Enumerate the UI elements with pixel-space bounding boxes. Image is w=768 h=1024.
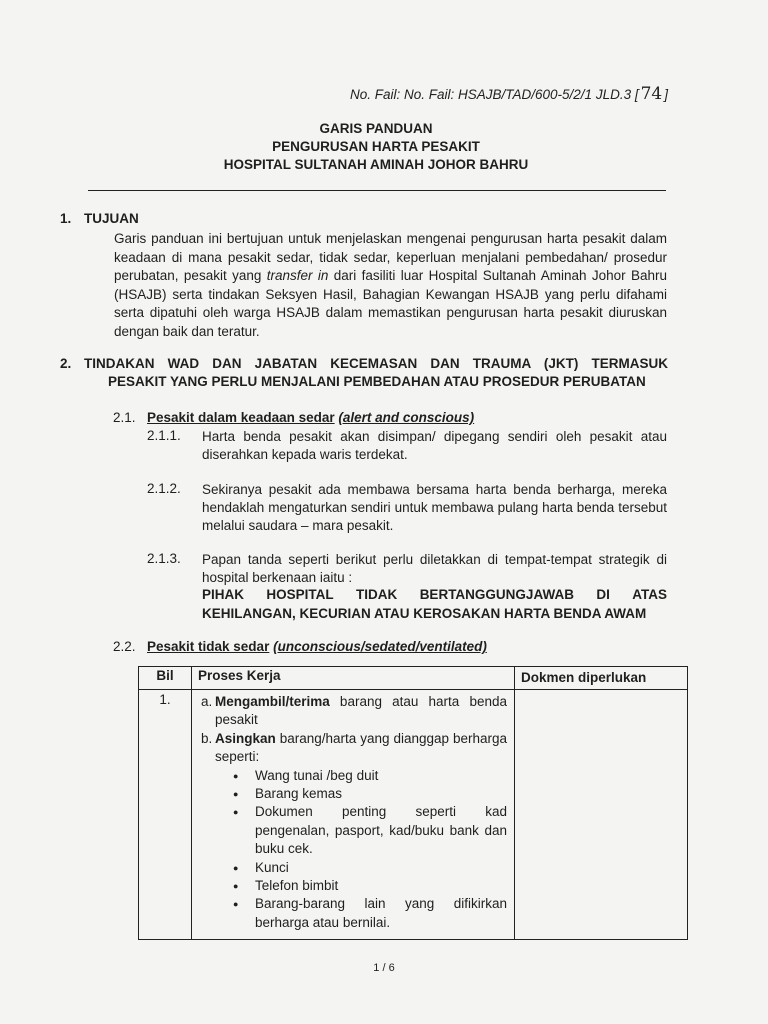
row-bil: 1.: [139, 690, 192, 940]
row-proses-kerja: [192, 690, 515, 940]
list-item: ● Barang-barang lain yang difikirkan berharga atau bernilai.: [233, 895, 507, 932]
step-a: [201, 693, 507, 730]
item-2-1-1-text: Harta benda pesakit akan disimpan/ dipegang sendiri oleh pesakit atau diserahkan kepada waris terdekat.: [202, 429, 667, 462]
notice-word: PIHAK: [202, 587, 245, 602]
table-row: [139, 690, 688, 940]
section-2-heading-line-2: PESAKIT YANG PERLU MENJALANI PEMBEDAHAN ATAU PROSEDUR PERUBATAN: [108, 374, 646, 389]
table-header-row: [139, 667, 688, 690]
sub-2-1-number: 2.1.: [113, 410, 136, 425]
section-1-text-a: Garis panduan ini bertujuan untuk menjelaskan mengenai pengurusan harta pesakit dalam keadaan di mana pesakit sedar, tidak sedar, keperluan menjalani pembedahan/ prosedur perubatan, pesakit yang: [114, 231, 667, 284]
file-number-text: No. Fail: No. Fail: HSAJB/TAD/600-5/2/1 JLD.3 [: [349, 87, 639, 102]
sub-2-2-number: 2.2.: [113, 639, 136, 654]
item-2-1-3-text: Papan tanda seperti berikut perlu diletakkan di tempat-tempat strategik di hospital berkenaan iaitu :: [202, 552, 667, 585]
header-proses-kerja: Proses Kerja: [192, 667, 515, 690]
section-1-heading: TUJUAN: [84, 211, 139, 226]
file-number: [350, 84, 668, 104]
section-1-paragraph: [114, 230, 667, 342]
notice-word: HOSPITAL: [266, 587, 334, 602]
page-number: 1 / 6: [373, 962, 395, 974]
header-bil: Bil: [139, 667, 192, 690]
sub-2-2-title-text: Pesakit tidak sedar: [147, 639, 270, 654]
file-number-close: ]: [664, 87, 668, 102]
step-a-text: barang atau harta benda pesakit: [215, 694, 507, 728]
document-title: [86, 120, 666, 174]
notice-word: BERTANGGUNGJAWAB: [419, 587, 574, 602]
section-2-heading-line-1: TINDAKAN WAD DAN JABATAN KECEMASAN DAN TRAUMA (JKT) TERMASUK: [84, 356, 668, 371]
title-divider: [88, 190, 666, 191]
title-line-1: GARIS PANDUAN: [319, 121, 433, 136]
item-2-1-2-text: Sekiranya pesakit ada membawa bersama harta benda berharga, mereka hendaklah mengaturkan sendiri untuk membawa pulang harta benda tersebut melalui saudara – mara pesakit.: [202, 482, 667, 533]
step-a-bold: Mengambil/terima: [215, 694, 330, 709]
step-a-label: a.: [201, 694, 213, 709]
step-b-bold: Asingkan: [215, 730, 276, 746]
list-item: ● Wang tunai /beg duit: [233, 767, 507, 785]
section-1-text-italic: transfer in: [266, 268, 329, 284]
step-b-label: b.: [201, 730, 213, 746]
sub-2-2-title: [147, 639, 487, 654]
title-line-2: PENGURUSAN HARTA PESAKIT: [272, 139, 480, 154]
title-line-3: HOSPITAL SULTANAH AMINAH JOHOR BAHRU: [223, 157, 529, 172]
list-item: ● Telefon bimbit: [233, 877, 507, 895]
notice-word: ATAS: [632, 587, 667, 602]
valuables-list: [201, 767, 507, 933]
sub-2-1-title-italic: (alert and conscious): [338, 410, 475, 425]
notice-line-1: [202, 585, 667, 604]
handwritten-number: 74: [640, 84, 663, 104]
list-item: ● Dokumen penting seperti kad pengenalan, pasport, kad/buku bank dan buku cek.: [233, 803, 507, 858]
list-item: ● Barang kemas: [233, 785, 507, 803]
notice-word: DI: [596, 587, 610, 602]
step-b-text: barang/harta yang dianggap berharga seperti:: [215, 730, 507, 765]
sub-2-1-title-text: Pesakit dalam keadaan sedar: [147, 410, 335, 425]
item-2-1-1-number: 2.1.1.: [147, 428, 181, 443]
notice-word: TIDAK: [356, 587, 398, 602]
step-b: [201, 730, 507, 767]
section-1-text-b: dari fasiliti luar Hospital Sultanah Aminah Johor Bahru (HSAJB) serta tindakan Seksyen Hasil, Bahagian Kewangan HSAJB yang perlu difahami serta dipatuhi oleh warga HSAJB dalam memastikan pengurusan harta pesakit diuruskan dengan baik dan teratur.: [114, 268, 667, 339]
notice-line-2: KEHILANGAN, KECURIAN ATAU KEROSAKAN HARTA BENDA AWAM: [202, 606, 647, 621]
section-1-number: 1.: [60, 211, 72, 226]
row-dokmen: [515, 690, 688, 940]
list-item: ● Kunci: [233, 859, 507, 877]
section-2-number: 2.: [60, 356, 72, 371]
notice-signboard-text: [202, 585, 667, 623]
item-2-1-3-number: 2.1.3.: [147, 551, 181, 566]
sub-2-2-title-italic: (unconscious/sedated/ventilated): [273, 639, 487, 654]
item-2-1-2-number: 2.1.2.: [147, 481, 181, 496]
sub-2-1-title: [147, 410, 474, 425]
process-table: [138, 666, 688, 940]
header-dokmen: Dokmen diperlukan: [515, 667, 688, 690]
